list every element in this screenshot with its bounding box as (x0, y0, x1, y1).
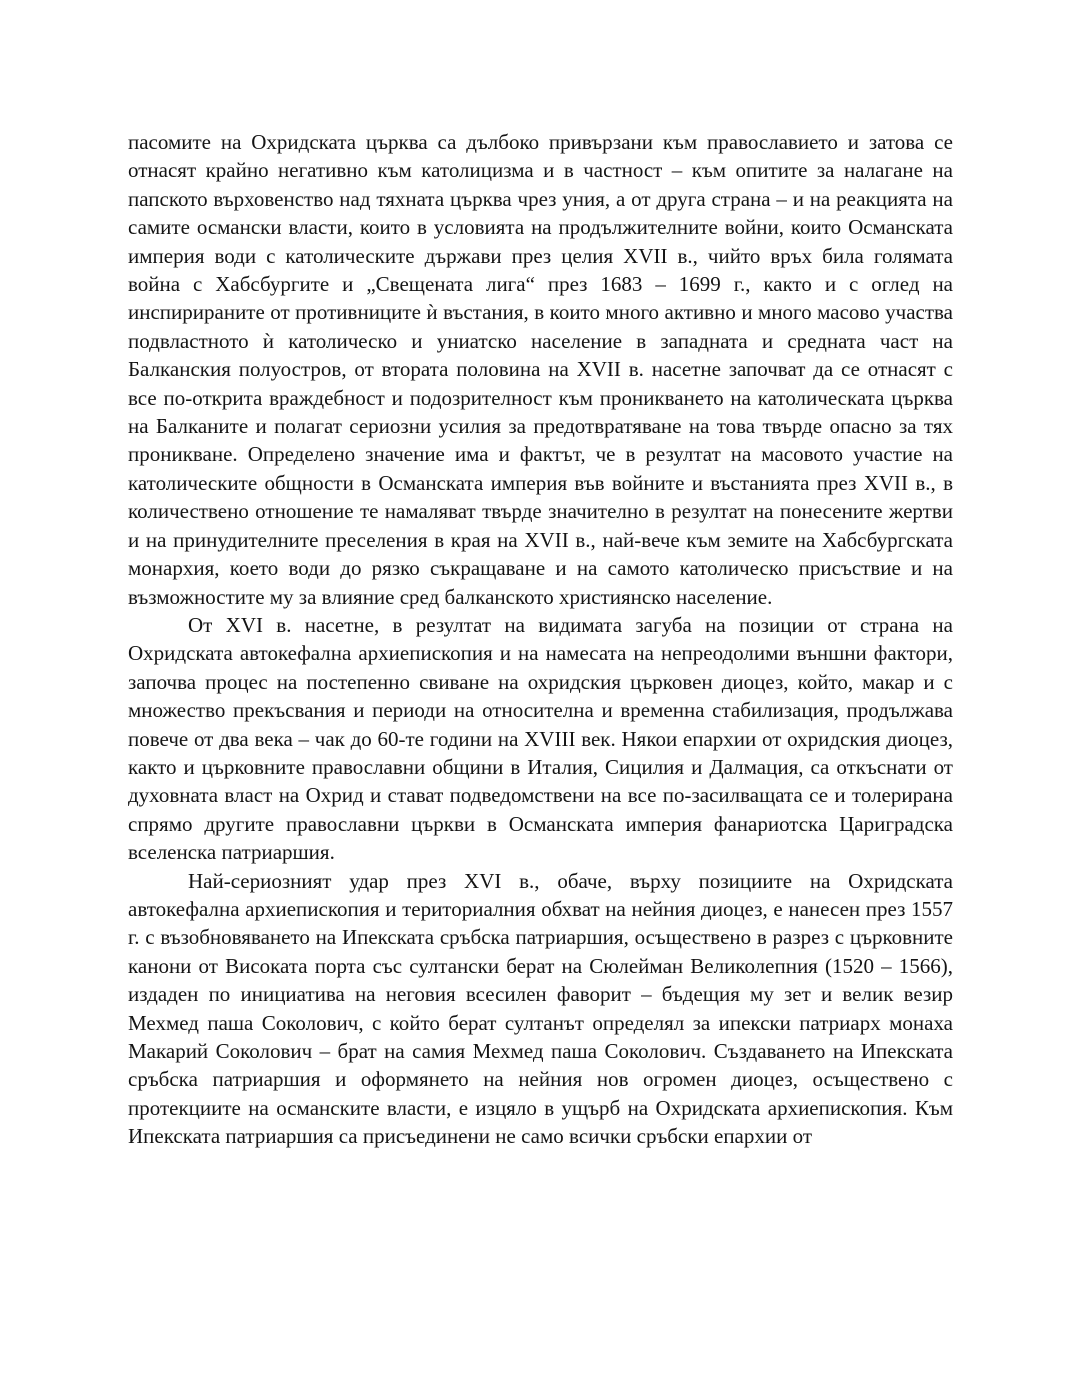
paragraph-2: От XVI в. насетне, в резултат на видимата загуба на позиции от страна на Охридската автокефална архиепископия и на намесата на непреодолими външни фактори, започва процес на постепенно свиване на охридския църковен диоцез, който, макар и с множество прекъсвания и периоди на относителна и временна стабилизация, продължава повече от два века – чак до 60-те години на XVIII век. Някои епархии от охридския диоцез, както и църковните православни общини в Италия, Сицилия и Далмация, са откъснати от духовната власт на Охрид и стават подведомствени на все по-засилващата се и толерирана спрямо другите православни църкви в Османската империя фанариотска Цариградска вселенска патриаршия. (128, 612, 953, 865)
paragraph-3: Най-сериозният удар през XVI в., обаче, върху позициите на Охридската автокефална архиепископия и териториалния обхват на нейния диоцез, е нанесен през 1557 г. с възобновяването на Ипекската сръбска патриаршия, осъществено в разрез с църковните канони от Високата порта със султански берат на Сюлейман Великолепния (1520 – 1566), издаден по инициатива на неговия всесилен фаворит – бъдещия му зет и велик везир Мехмед паша Соколович, с който берат султанът определял за ипекски патриарх монаха Макарий Соколович – брат на самия Мехмед паша Соколович. Създаването на Ипекската сръбска патриаршия и оформянето на нейния нов огромен диоцез, осъществено с протекциите на османските власти, е изцяло в ущърб на Охридската архиепископия. Към Ипекската патриаршия са присъединени не само всички сръбски епархии от (128, 868, 953, 1149)
body-text (128, 128, 953, 1151)
paragraph-1: пасомите на Охридската църква са дълбоко привързани към православието и затова се отнасят крайно негативно към католицизма и в частност – към опитите за налагане на папското върховенство над тяхната църква чрез уния, а от друга страна – и на реакцията на самите османски власти, които в условията на продължителните войни, които Османската империя води с католическите държави през целия XVII в., чийто връх била голямата война с Хабсбургите и „Свещената лига“ през 1683 – 1699 г., както и с оглед на инспирираните от противниците ѝ въстания, в които много активно и много масово участва подвластното ѝ католическо и униатско население в западната и средната част на Балканския полуостров, от втората половина на XVII в. насетне започват да се отнасят с все по-открита враждебност и подозрителност към проникването на католическата църква на Балканите и полагат сериозни усилия за предотвратяване на това твърде опасно за тях проникване. Определено значение има и фактът, че в резултат на масовото участие на католическите общности в Османската империя във войните и въстанията през XVII в., в количествено отношение те намаляват твърде значително в резултат на понесените жертви и на принудителните преселения в края на XVII в., най-вече към земите на Хабсбургската монархия, което води до рязко съкращаване и на самото католическо присъствие и на възможностите му за влияние сред балканското християнско население. (128, 130, 953, 609)
